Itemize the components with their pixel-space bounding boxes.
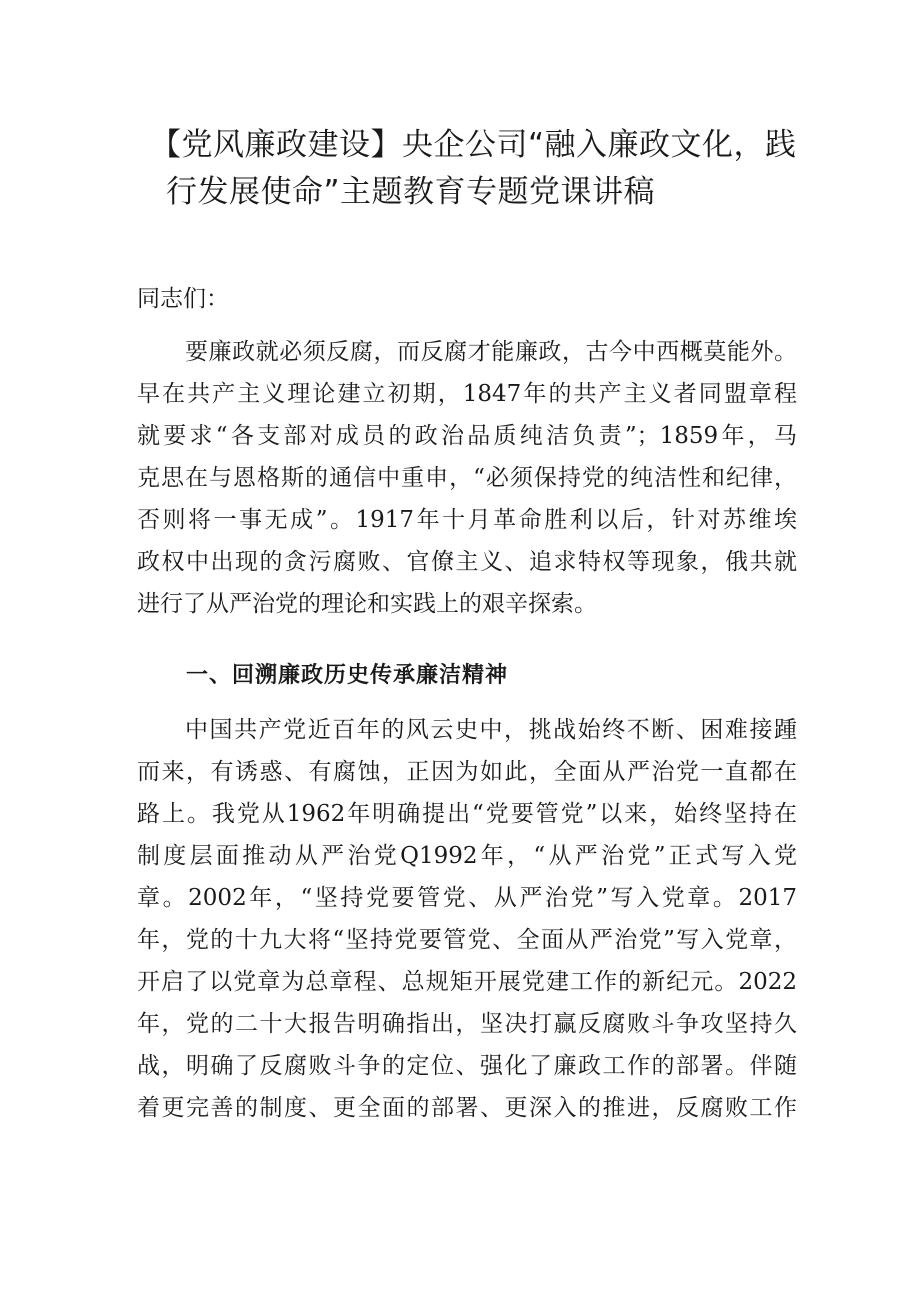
paragraph-line: 中国共产党近百年的风云史中，挑战始终不断、困难接踵 (185, 717, 797, 743)
paragraph-line: 路上。我党从1962年明确提出“党要管党”以来，始终坚持在 (137, 801, 797, 827)
paragraph-line: 战，明确了反腐败斗争的定位、强化了廉政工作的部署。伴随 (137, 1053, 797, 1079)
paragraph-line: 要廉政就必须反腐，而反腐才能廉政，古今中西概莫能外。 (185, 339, 797, 365)
paragraph-line: 章。2002年，“坚持党要管党、从严治党”写入党章。2017 (137, 885, 797, 911)
paragraph-line: 否则将一事无成”。1917年十月革命胜利以后，针对苏维埃 (137, 507, 797, 533)
paragraph-line: 进行了从严治党的理论和实践上的艰辛探索。 (137, 591, 597, 617)
paragraph-line: 制度层面推动从严治党Q1992年，“从严治党”正式写入党 (137, 843, 797, 869)
paragraph-line: 政权中出现的贪污腐败、官僚主义、追求特权等现象，俄共就 (137, 549, 797, 575)
document-title (150, 122, 810, 216)
paragraph-line: 年，党的二十大报告明确指出，坚决打赢反腐败斗争攻坚持久 (137, 1011, 797, 1037)
salutation: 同志们： (137, 286, 229, 312)
paragraph-line: 克思在与恩格斯的通信中重申，“必须保持党的纯洁性和纪律， (137, 465, 797, 491)
paragraph-line: 着更完善的制度、更全面的部署、更深入的推进，反腐败工作 (137, 1095, 797, 1121)
paragraph-line: 早在共产主义理论建立初期，1847年的共产主义者同盟章程 (137, 381, 797, 407)
paragraph-1 (137, 331, 797, 625)
title-line-2: 行发展使命”主题教育专题党课讲稿 (166, 174, 656, 210)
paragraph-2 (137, 709, 797, 1129)
paragraph-line: 年，党的十九大将“坚持党要管党、全面从严治党”写入党章， (137, 927, 797, 953)
title-line-1: 【党风廉政建设】央企公司“融入廉政文化，践 (150, 127, 797, 163)
paragraph-line: 而来，有诱惑、有腐蚀，正因为如此，全面从严治党一直都在 (137, 759, 797, 785)
paragraph-line: 开启了以党章为总章程、总规矩开展党建工作的新纪元。2022 (137, 969, 797, 995)
paragraph-line: 就要求“各支部对成员的政治品质纯洁负责”；1859年，马 (137, 423, 797, 449)
section-heading: 一、回溯廉政历史传承廉洁精神 (186, 663, 509, 688)
